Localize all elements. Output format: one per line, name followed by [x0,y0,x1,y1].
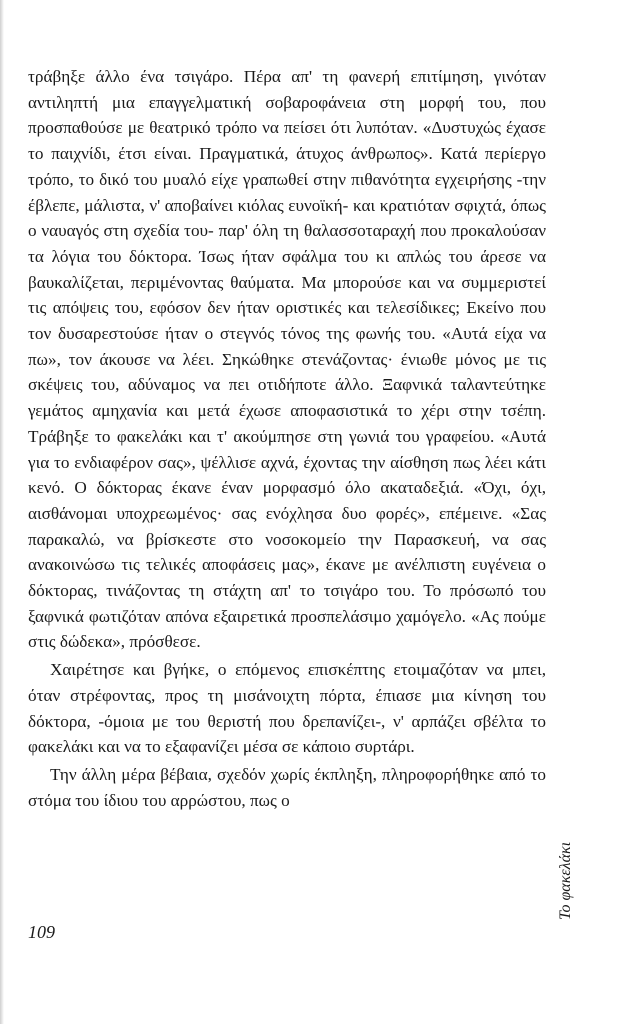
paragraph-3: Την άλλη μέρα βέβαια, σχεδόν χωρίς έκπληξη, πληροφορήθηκε από το στόμα του ίδιου του αρρώστου, πως ο [28,764,546,810]
page-edge [0,0,4,1024]
running-title: Το φακελάκι [557,841,574,920]
page-number: 109 [28,922,55,942]
paragraph-2: Χαιρέτησε και βγήκε, ο επόμενος επισκέπτης ετοιμαζόταν να μπει, όταν στρέφοντας, προς τη μισάνοιχτη πόρτα, έπιασε μια κίνηση του δόκτορα, -όμοια με του θεριστή που δρεπανίζει-, ν' αρπάζει σβέλτα το φακελάκι και να το εξαφανίζει μέσα σε κάποιο συρτάρι. [28,660,546,757]
paragraph-1: τράβηξε άλλο ένα τσιγάρο. Πέρα απ' τη φανερή επιτίμηση, γινόταν αντιληπτή μια επαγγελματική σοβαροφάνεια στη μορφή του, που προσπαθούσε με θεατρικό τρόπο να πείσει ότι λυπόταν. «Δυστυχώς έχασε το παιχνίδι, έτσι είναι. Πραγματικά, άτυχος άνθρωπος». Κατά περίεργο τρόπο, το δικό του μυαλό είχε γραπωθεί στην πιθανότητα εγχειρήσης -την έβλεπε, μάλιστα, ν' αποβαίνει κιόλας ευνοϊκή- και κρατιόταν σφιχτά, όπως ο ναυαγός στη σχεδία του- παρ' όλη τη θαλασσοταραχή που προκαλούσαν τα λόγια του δόκτορα. Ίσως ήταν σφάλμα του κι απλώς του άρεσε να βαυκαλίζεται, περιμένοντας θαύματα. Μα μπορούσε και να συμμεριστεί τις απόψεις του, εφόσον δεν ήταν οριστικές και τελεσίδικες; Εκείνο που τον δυσαρεστούσε ήταν ο στεγνός τόνος της φωνής του. «Αυτά είχα να πω», τον άκουσε να λέει. Σηκώθηκε στενάζοντας· ένιωθε μόνος με τις σκέψεις του, αδύναμος να πει οτιδήποτε άλλο. Ξαφνικά ταλαντεύτηκε γεμάτος αμηχανία και μετά έχωσε αποφασιστικά το χέρι στην τσέπη. Τράβηξε το φακελάκι και τ' ακούμπησε στη γωνιά του γραφείου. «Αυτά για το ενδιαφέρον σας», ψέλλισε αχνά, έχοντας την αίσθηση πως λέει κάτι κενό. Ο δόκτορας έκανε έναν μορφασμό όλο ακαταδεξιά. «Όχι, όχι, αισθάνομαι υποχρεωμένος· σας ενόχλησα δυο φορές», επέμεινε. «Σας παρακαλώ, να βρίσκεστε στο νοσοκομείο την Παρασκευή, να σας ανακοινώσω τις τελικές αποφάσεις μας», έκανε με ανέλπιστη ευγένεια ο δόκτορας, τινάζοντας τη στάχτη απ' το τσιγάρο του. Το πρόσωπό του ξαφνικά φωτιζόταν απόνα εξαιρετικά προσπελάσιμο χαμόγελο. «Ας πούμε στις δώδεκα», πρόσθεσε. [28,67,546,652]
body-text [28,64,546,813]
